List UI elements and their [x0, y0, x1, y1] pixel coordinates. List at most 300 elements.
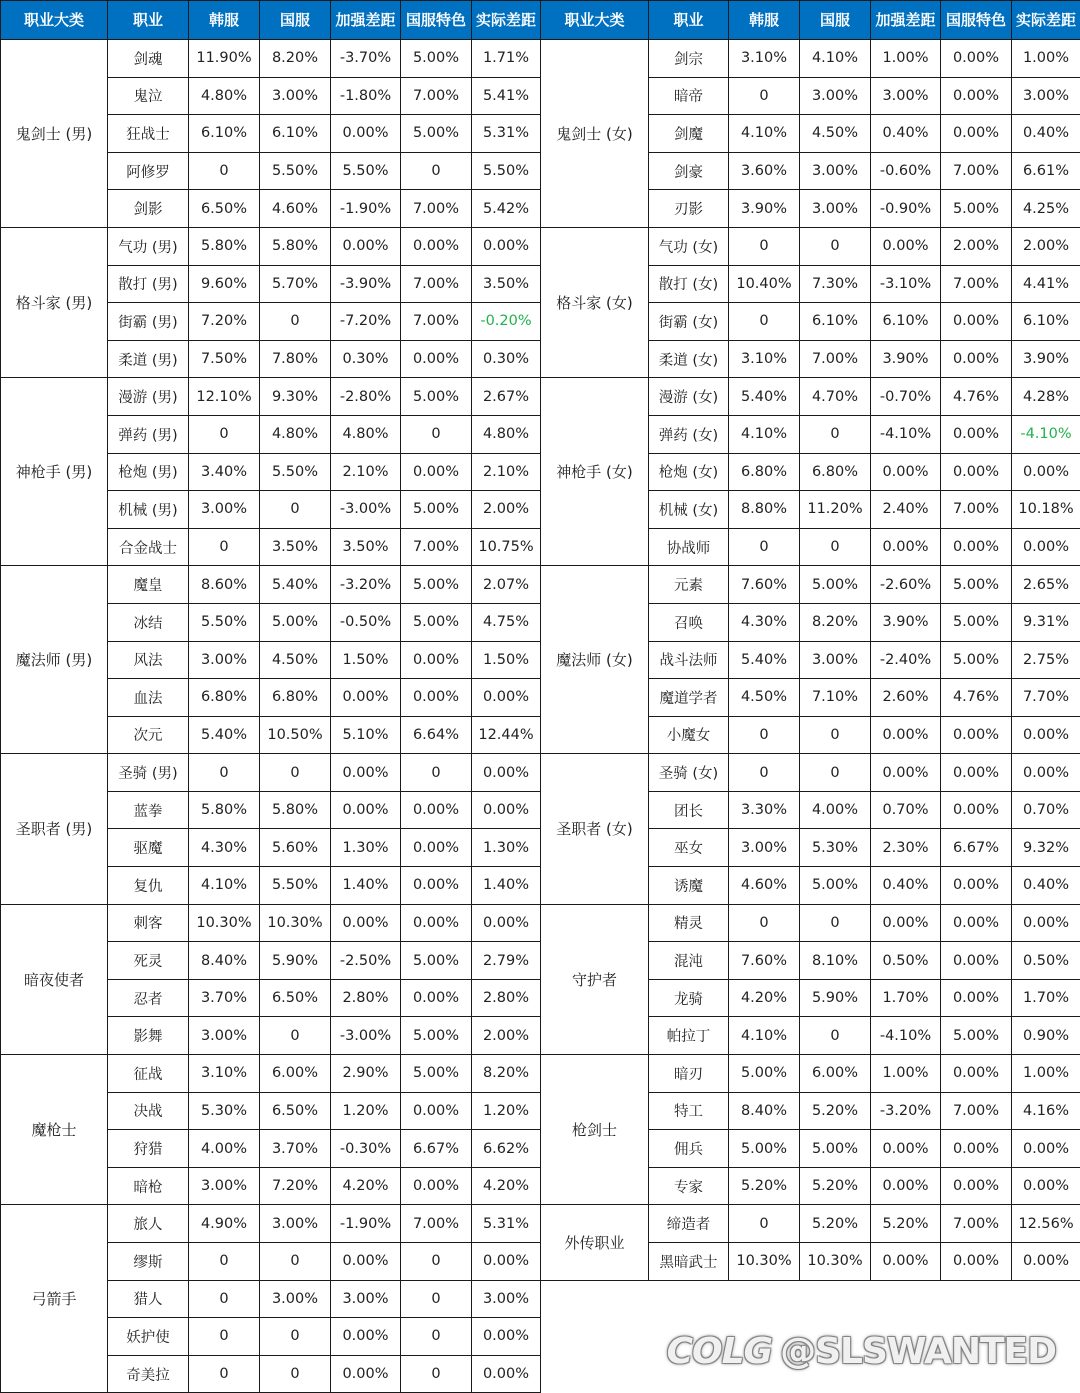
- value-cell: 0.00%: [941, 1055, 1012, 1093]
- value-cell: 0.00%: [871, 904, 941, 942]
- value-cell: 7.00%: [401, 77, 472, 115]
- value-cell: 0.00%: [401, 641, 472, 679]
- value-cell: 7.20%: [260, 1167, 331, 1205]
- header-cell: 韩服: [729, 1, 800, 40]
- value-cell: 0.00%: [401, 791, 472, 829]
- table-row: [541, 566, 1080, 604]
- value-cell: -2.40%: [871, 641, 941, 679]
- value-cell: 3.00%: [800, 77, 871, 115]
- value-cell: 8.20%: [800, 603, 871, 641]
- class-name-cell: 枪炮 (男): [108, 453, 189, 491]
- value-cell: -3.70%: [331, 40, 401, 78]
- value-cell: -3.20%: [871, 1092, 941, 1130]
- value-cell: 7.00%: [941, 491, 1012, 529]
- value-cell: 6.10%: [1012, 303, 1080, 341]
- value-cell: 0.00%: [941, 1130, 1012, 1168]
- value-cell: 0.00%: [472, 227, 541, 265]
- value-cell: 7.00%: [401, 1205, 472, 1243]
- class-name-cell: 元素: [649, 566, 729, 604]
- value-cell: 5.00%: [260, 603, 331, 641]
- value-cell: 1.00%: [1012, 1055, 1080, 1093]
- header-cell: 韩服: [189, 1, 260, 40]
- value-cell: 4.20%: [472, 1167, 541, 1205]
- value-cell: 5.00%: [729, 1130, 800, 1168]
- value-cell: 6.80%: [729, 453, 800, 491]
- table-row: [1, 754, 541, 792]
- header-cell: 职业大类: [1, 1, 108, 40]
- value-cell: 5.00%: [401, 1017, 472, 1055]
- value-cell: -0.90%: [871, 190, 941, 228]
- value-cell: 3.50%: [331, 528, 401, 566]
- value-cell: 5.10%: [331, 716, 401, 754]
- value-cell: 0.40%: [1012, 115, 1080, 153]
- value-cell: 11.20%: [800, 491, 871, 529]
- value-cell: 0: [729, 754, 800, 792]
- value-cell: 7.70%: [1012, 679, 1080, 717]
- value-cell: 4.30%: [729, 603, 800, 641]
- class-name-cell: 团长: [649, 791, 729, 829]
- category-cell: 圣职者 (女): [541, 754, 649, 904]
- watermark: [667, 1331, 1056, 1372]
- value-cell: 1.50%: [331, 641, 401, 679]
- value-cell: 5.00%: [941, 190, 1012, 228]
- value-cell: 4.50%: [260, 641, 331, 679]
- category-cell: 弓箭手: [1, 1205, 108, 1393]
- class-name-cell: 协战师: [649, 528, 729, 566]
- value-cell: 5.80%: [189, 227, 260, 265]
- value-cell: 0.00%: [401, 679, 472, 717]
- class-name-cell: 忍者: [108, 979, 189, 1017]
- class-name-cell: 召唤: [649, 603, 729, 641]
- value-cell: 8.10%: [800, 942, 871, 980]
- value-cell: 0.00%: [871, 227, 941, 265]
- header-cell: 国服: [800, 1, 871, 40]
- value-cell: 4.80%: [331, 415, 401, 453]
- value-cell: 9.60%: [189, 265, 260, 303]
- value-cell: 0.00%: [941, 1167, 1012, 1205]
- value-cell: 1.70%: [1012, 979, 1080, 1017]
- value-cell: 0.00%: [472, 791, 541, 829]
- value-cell: -4.10%: [1012, 415, 1080, 453]
- value-cell: 5.50%: [260, 453, 331, 491]
- value-cell: 5.00%: [401, 566, 472, 604]
- class-name-cell: 龙骑: [649, 979, 729, 1017]
- value-cell: 0.00%: [871, 1130, 941, 1168]
- value-cell: 0.00%: [941, 1243, 1012, 1281]
- value-cell: 3.00%: [871, 77, 941, 115]
- value-cell: 7.00%: [800, 340, 871, 378]
- value-cell: 1.71%: [472, 40, 541, 78]
- table-row: [541, 904, 1080, 942]
- empty-row: [541, 1280, 1080, 1317]
- value-cell: 0: [189, 1280, 260, 1318]
- value-cell: 6.10%: [871, 303, 941, 341]
- value-cell: 10.30%: [800, 1243, 871, 1281]
- value-cell: 0: [260, 1318, 331, 1356]
- table-row: [1, 1055, 541, 1093]
- class-name-cell: 柔道 (女): [649, 340, 729, 378]
- header-cell: 国服特色: [941, 1, 1012, 40]
- value-cell: 0.30%: [472, 340, 541, 378]
- value-cell: 7.00%: [941, 152, 1012, 190]
- value-cell: -2.50%: [331, 942, 401, 980]
- value-cell: 9.30%: [260, 378, 331, 416]
- class-name-cell: 枪炮 (女): [649, 453, 729, 491]
- value-cell: 0: [189, 528, 260, 566]
- value-cell: 5.00%: [401, 40, 472, 78]
- value-cell: 0: [729, 77, 800, 115]
- value-cell: 4.10%: [729, 115, 800, 153]
- value-cell: 9.32%: [1012, 829, 1080, 867]
- value-cell: 0.70%: [871, 791, 941, 829]
- value-cell: 4.20%: [729, 979, 800, 1017]
- class-name-cell: 气功 (女): [649, 227, 729, 265]
- value-cell: 5.00%: [941, 641, 1012, 679]
- class-name-cell: 次元: [108, 716, 189, 754]
- value-cell: 12.56%: [1012, 1205, 1080, 1243]
- value-cell: 10.75%: [472, 528, 541, 566]
- value-cell: 0.00%: [941, 979, 1012, 1017]
- header-cell: 加强差距: [331, 1, 401, 40]
- value-cell: 6.50%: [260, 1092, 331, 1130]
- category-cell: 鬼剑士 (男): [1, 40, 108, 228]
- value-cell: 5.00%: [941, 566, 1012, 604]
- value-cell: 0: [260, 303, 331, 341]
- category-cell: 魔法师 (女): [541, 566, 649, 754]
- value-cell: 5.00%: [401, 491, 472, 529]
- class-name-cell: 缔造者: [649, 1205, 729, 1243]
- value-cell: 7.60%: [729, 566, 800, 604]
- value-cell: 2.07%: [472, 566, 541, 604]
- value-cell: 3.00%: [189, 1017, 260, 1055]
- value-cell: 1.20%: [331, 1092, 401, 1130]
- value-cell: 0.00%: [941, 77, 1012, 115]
- value-cell: 0: [401, 152, 472, 190]
- value-cell: 4.76%: [941, 679, 1012, 717]
- value-cell: 5.00%: [729, 1055, 800, 1093]
- value-cell: 0.00%: [331, 754, 401, 792]
- value-cell: 5.40%: [189, 716, 260, 754]
- value-cell: 3.30%: [729, 791, 800, 829]
- value-cell: 10.30%: [729, 1243, 800, 1281]
- class-name-cell: 帕拉丁: [649, 1017, 729, 1055]
- class-name-cell: 驱魔: [108, 829, 189, 867]
- value-cell: 3.10%: [729, 340, 800, 378]
- value-cell: 2.60%: [871, 679, 941, 717]
- value-cell: 0.00%: [472, 1355, 541, 1393]
- class-name-cell: 气功 (男): [108, 227, 189, 265]
- class-name-cell: 混沌: [649, 942, 729, 980]
- value-cell: 5.31%: [472, 1205, 541, 1243]
- value-cell: 0: [729, 303, 800, 341]
- value-cell: 0.00%: [941, 942, 1012, 980]
- value-cell: 2.90%: [331, 1055, 401, 1093]
- value-cell: 0: [401, 1243, 472, 1281]
- table-row: [541, 1055, 1080, 1093]
- value-cell: -0.30%: [331, 1130, 401, 1168]
- class-name-cell: 剑豪: [649, 152, 729, 190]
- class-name-cell: 风法: [108, 641, 189, 679]
- value-cell: 0.00%: [941, 303, 1012, 341]
- class-name-cell: 死灵: [108, 942, 189, 980]
- class-name-cell: 剑宗: [649, 40, 729, 78]
- value-cell: 8.20%: [472, 1055, 541, 1093]
- value-cell: -3.00%: [331, 491, 401, 529]
- class-name-cell: 战斗法师: [649, 641, 729, 679]
- watermark-handle: @SLSWANTED: [780, 1331, 1056, 1372]
- value-cell: 0.00%: [1012, 754, 1080, 792]
- value-cell: 4.28%: [1012, 378, 1080, 416]
- value-cell: 0: [800, 528, 871, 566]
- value-cell: 3.10%: [729, 40, 800, 78]
- value-cell: 7.80%: [260, 340, 331, 378]
- value-cell: 2.75%: [1012, 641, 1080, 679]
- table-row: [541, 378, 1080, 416]
- value-cell: 0.00%: [941, 115, 1012, 153]
- class-name-cell: 漫游 (男): [108, 378, 189, 416]
- value-cell: 2.30%: [871, 829, 941, 867]
- value-cell: 0.00%: [941, 867, 1012, 905]
- class-name-cell: 妖护使: [108, 1318, 189, 1356]
- value-cell: 0.00%: [941, 40, 1012, 78]
- value-cell: 10.40%: [729, 265, 800, 303]
- value-cell: 0: [189, 1355, 260, 1393]
- class-name-cell: 散打 (女): [649, 265, 729, 303]
- value-cell: 3.00%: [260, 1205, 331, 1243]
- value-cell: 6.62%: [472, 1130, 541, 1168]
- category-cell: 守护者: [541, 904, 649, 1054]
- class-name-cell: 机械 (女): [649, 491, 729, 529]
- value-cell: 5.60%: [260, 829, 331, 867]
- value-cell: 3.00%: [189, 491, 260, 529]
- class-name-cell: 圣骑 (男): [108, 754, 189, 792]
- value-cell: 7.00%: [401, 528, 472, 566]
- class-name-cell: 弹药 (男): [108, 415, 189, 453]
- value-cell: 2.80%: [472, 979, 541, 1017]
- value-cell: 0.00%: [941, 528, 1012, 566]
- value-cell: 3.00%: [260, 77, 331, 115]
- class-name-cell: 暗枪: [108, 1167, 189, 1205]
- value-cell: 0.00%: [871, 1243, 941, 1281]
- value-cell: 3.00%: [331, 1280, 401, 1318]
- value-cell: 5.20%: [800, 1092, 871, 1130]
- class-name-cell: 冰结: [108, 603, 189, 641]
- value-cell: 4.80%: [472, 415, 541, 453]
- value-cell: 1.40%: [331, 867, 401, 905]
- value-cell: 5.20%: [729, 1167, 800, 1205]
- value-cell: 3.90%: [871, 340, 941, 378]
- value-cell: 12.44%: [472, 716, 541, 754]
- value-cell: 4.50%: [800, 115, 871, 153]
- value-cell: 0: [401, 1318, 472, 1356]
- value-cell: 0.00%: [1012, 904, 1080, 942]
- value-cell: 7.00%: [941, 265, 1012, 303]
- value-cell: 4.00%: [189, 1130, 260, 1168]
- value-cell: 5.31%: [472, 115, 541, 153]
- header-cell: 职业: [649, 1, 729, 40]
- value-cell: 5.00%: [401, 1055, 472, 1093]
- class-name-cell: 诱魔: [649, 867, 729, 905]
- value-cell: 5.80%: [189, 791, 260, 829]
- value-cell: 0.00%: [331, 227, 401, 265]
- value-cell: -4.10%: [871, 415, 941, 453]
- class-name-cell: 狩猎: [108, 1130, 189, 1168]
- value-cell: 3.00%: [800, 190, 871, 228]
- value-cell: 0: [729, 1205, 800, 1243]
- value-cell: 0.00%: [331, 1355, 401, 1393]
- value-cell: 2.80%: [331, 979, 401, 1017]
- value-cell: 5.42%: [472, 190, 541, 228]
- value-cell: 2.00%: [1012, 227, 1080, 265]
- category-cell: 圣职者 (男): [1, 754, 108, 904]
- value-cell: 4.90%: [189, 1205, 260, 1243]
- value-cell: 2.10%: [331, 453, 401, 491]
- class-name-cell: 合金战士: [108, 528, 189, 566]
- value-cell: 6.10%: [260, 115, 331, 153]
- class-name-cell: 专家: [649, 1167, 729, 1205]
- value-cell: 6.50%: [260, 979, 331, 1017]
- value-cell: -1.80%: [331, 77, 401, 115]
- value-cell: 10.30%: [189, 904, 260, 942]
- value-cell: 0.00%: [941, 791, 1012, 829]
- class-name-cell: 决战: [108, 1092, 189, 1130]
- value-cell: 3.60%: [729, 152, 800, 190]
- value-cell: 0.00%: [941, 904, 1012, 942]
- value-cell: 1.00%: [871, 40, 941, 78]
- value-cell: 0: [800, 716, 871, 754]
- value-cell: 4.25%: [1012, 190, 1080, 228]
- value-cell: 3.00%: [189, 1167, 260, 1205]
- class-name-cell: 猎人: [108, 1280, 189, 1318]
- right-table: [540, 0, 1080, 1390]
- value-cell: 0: [401, 415, 472, 453]
- value-cell: 4.80%: [189, 77, 260, 115]
- value-cell: 0: [729, 528, 800, 566]
- value-cell: 8.60%: [189, 566, 260, 604]
- value-cell: 7.00%: [941, 1092, 1012, 1130]
- value-cell: 1.20%: [472, 1092, 541, 1130]
- class-name-cell: 魔皇: [108, 566, 189, 604]
- table-row: [1, 40, 541, 78]
- table-row: [1, 227, 541, 265]
- value-cell: 8.40%: [729, 1092, 800, 1130]
- value-cell: 3.90%: [729, 190, 800, 228]
- value-cell: 0.00%: [331, 115, 401, 153]
- value-cell: 3.00%: [260, 1280, 331, 1318]
- value-cell: 3.70%: [189, 979, 260, 1017]
- value-cell: 0: [800, 904, 871, 942]
- value-cell: 0: [260, 1355, 331, 1393]
- category-cell: 格斗家 (男): [1, 227, 108, 377]
- value-cell: 5.00%: [941, 603, 1012, 641]
- class-name-cell: 圣骑 (女): [649, 754, 729, 792]
- table-row: [541, 227, 1080, 265]
- value-cell: 0.00%: [331, 904, 401, 942]
- value-cell: 0.00%: [331, 1243, 401, 1281]
- value-cell: 3.00%: [472, 1280, 541, 1318]
- category-cell: 魔法师 (男): [1, 566, 108, 754]
- value-cell: 0.00%: [331, 1318, 401, 1356]
- value-cell: 0: [260, 1017, 331, 1055]
- value-cell: 3.40%: [189, 453, 260, 491]
- category-cell: 神枪手 (女): [541, 378, 649, 566]
- header-cell: 实际差距: [472, 1, 541, 40]
- class-name-cell: 魔道学者: [649, 679, 729, 717]
- category-cell: 格斗家 (女): [541, 227, 649, 377]
- value-cell: -1.90%: [331, 190, 401, 228]
- class-name-cell: 刃影: [649, 190, 729, 228]
- class-name-cell: 黑暗武士: [649, 1243, 729, 1281]
- value-cell: 2.00%: [941, 227, 1012, 265]
- header-cell: 国服特色: [401, 1, 472, 40]
- value-cell: 0.00%: [1012, 1130, 1080, 1168]
- table-row: [1, 378, 541, 416]
- value-cell: 6.80%: [189, 679, 260, 717]
- class-name-cell: 暗刃: [649, 1055, 729, 1093]
- value-cell: 0.40%: [1012, 867, 1080, 905]
- value-cell: 0.00%: [871, 1167, 941, 1205]
- value-cell: 0: [189, 415, 260, 453]
- value-cell: 8.20%: [260, 40, 331, 78]
- value-cell: 0: [800, 227, 871, 265]
- value-cell: 2.00%: [472, 1017, 541, 1055]
- value-cell: 0: [729, 716, 800, 754]
- class-name-cell: 小魔女: [649, 716, 729, 754]
- value-cell: 0.50%: [1012, 942, 1080, 980]
- value-cell: 6.61%: [1012, 152, 1080, 190]
- table-row: [1, 566, 541, 604]
- value-cell: 5.00%: [401, 942, 472, 980]
- value-cell: 0.00%: [472, 1318, 541, 1356]
- value-cell: 0: [800, 1017, 871, 1055]
- colg-logo: COLG: [667, 1331, 773, 1372]
- table-row: [541, 40, 1080, 78]
- value-cell: 5.20%: [800, 1167, 871, 1205]
- value-cell: 0.00%: [941, 754, 1012, 792]
- value-cell: 3.70%: [260, 1130, 331, 1168]
- class-name-cell: 蓝拳: [108, 791, 189, 829]
- value-cell: 0.00%: [941, 415, 1012, 453]
- class-name-cell: 巫女: [649, 829, 729, 867]
- value-cell: 3.90%: [1012, 340, 1080, 378]
- value-cell: 4.41%: [1012, 265, 1080, 303]
- class-name-cell: 剑魂: [108, 40, 189, 78]
- value-cell: 0.00%: [871, 453, 941, 491]
- class-name-cell: 旅人: [108, 1205, 189, 1243]
- value-cell: 3.00%: [189, 641, 260, 679]
- class-name-cell: 街霸 (男): [108, 303, 189, 341]
- value-cell: 0: [800, 415, 871, 453]
- value-cell: 0.00%: [401, 867, 472, 905]
- table-row: [541, 1205, 1080, 1243]
- class-name-cell: 弹药 (女): [649, 415, 729, 453]
- value-cell: 5.41%: [472, 77, 541, 115]
- value-cell: 0: [189, 754, 260, 792]
- value-cell: 0: [189, 1318, 260, 1356]
- value-cell: 1.30%: [472, 829, 541, 867]
- value-cell: 0.00%: [1012, 1167, 1080, 1205]
- value-cell: 5.80%: [260, 227, 331, 265]
- value-cell: 7.30%: [800, 265, 871, 303]
- value-cell: 0.00%: [472, 754, 541, 792]
- class-name-cell: 缪斯: [108, 1243, 189, 1281]
- value-cell: 0.00%: [472, 1243, 541, 1281]
- category-cell: 魔枪士: [1, 1055, 108, 1205]
- value-cell: 4.75%: [472, 603, 541, 641]
- class-name-cell: 漫游 (女): [649, 378, 729, 416]
- value-cell: 5.30%: [800, 829, 871, 867]
- category-cell: 鬼剑士 (女): [541, 40, 649, 228]
